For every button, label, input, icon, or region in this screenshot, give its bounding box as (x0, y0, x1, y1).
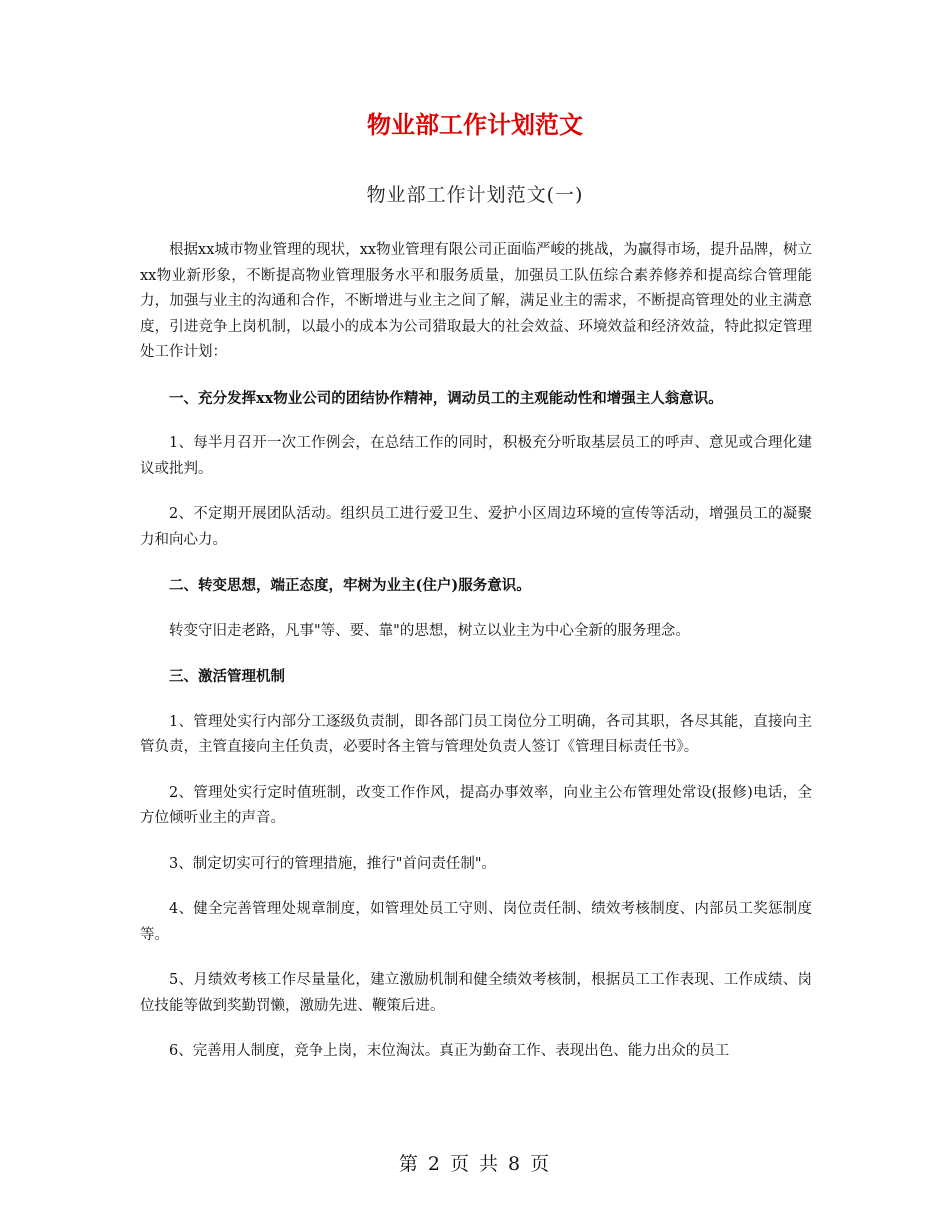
section-heading-1: 一、充分发挥xx物业公司的团结协作精神，调动员工的主观能动性和增强主人翁意识。 (169, 389, 723, 407)
paragraph-2-1: 转变守旧走老路，凡事"等、要、靠"的思想，树立以业主为中心全新的服务理念。 (169, 622, 690, 639)
paragraph-1-1: 1、每半月召开一次工作例会，在总结工作的同时，积极充分听取基层员工的呼声、意见或合理化建议或批判。 (140, 435, 812, 477)
paragraph-3-5: 5、月绩效考核工作尽量量化，建立激励机制和健全绩效考核制，根据员工工作表现、工作成绩、岗位技能等做到奖勤罚懒，激励先进、鞭策后进。 (140, 972, 812, 1014)
paragraph-3-6: 6、完善用人制度，竞争上岗，末位淘汰。真正为勤奋工作、表现出色、能力出众的员工 (169, 1043, 730, 1059)
paragraph-3-1: 1、管理处实行内部分工逐级负责制，即各部门员工岗位分工明确，各司其职，各尽其能，直接向主管负责，主管直接向主任负责，必要时各主管与管理处负责人签订《管理目标责任书》。 (140, 713, 812, 755)
section-heading-2: 二、转变思想，端正态度，牢树为业主(住户)服务意识。 (169, 577, 531, 594)
document-subtitle: 物业部工作计划范文(一) (366, 184, 584, 206)
intro-paragraph: 根据xx城市物业管理的现状，xx物业管理有限公司正面临严峻的挑战，为赢得市场，提升品牌，树立xx物业新形象，不断提高物业管理服务水平和服务质量，加强员工队伍综合素养修养和提高综合管理能力，加强与业主的沟通和合作，不断增进与业主之间了解，满足业主的需求，不断提高管理处的业主满意度，引进竞争上岗机制，以最小的成本为公司猎取最大的社会效益、环境效益和经济效益，特此拟定管理处工作计划： (140, 242, 812, 360)
paragraph-3-3: 3、制定切实可行的管理措施，推行"首问责任制"。 (169, 855, 497, 872)
paragraph-3-4: 4、健全完善管理处规章制度，如管理处员工守则、岗位责任制、绩效考核制度、内部员工奖惩制度等。 (140, 901, 812, 943)
paragraph-3-2: 2、管理处实行定时值班制，改变工作作风，提高办事效率，向业主公布管理处常设(报修)电话，全方位倾听业主的声音。 (140, 784, 812, 826)
document-title: 物业部工作计划范文 (367, 110, 583, 139)
paragraph-1-2: 2、不定期开展团队活动。组织员工进行爱卫生、爱护小区周边环境的宣传等活动，增强员工的凝聚力和向心力。 (140, 506, 812, 548)
page-number-footer: 第 2 页 共 8 页 (398, 1153, 552, 1175)
section-heading-3: 三、激活管理机制 (169, 668, 285, 685)
document-body (140, 238, 812, 1085)
